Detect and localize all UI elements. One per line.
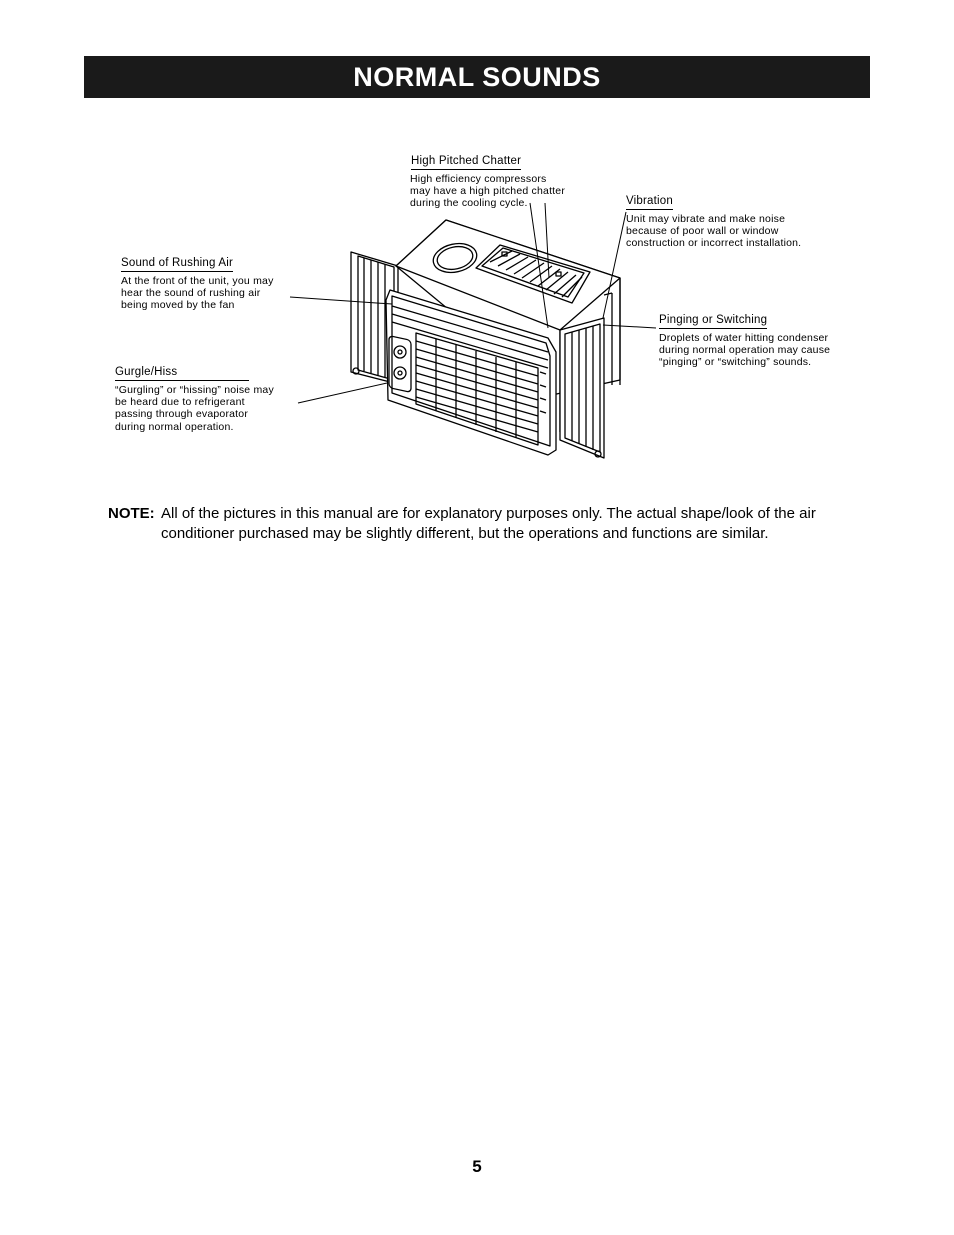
note-paragraph [108,504,848,543]
callout-heading: Pinging or Switching [659,313,767,329]
callout-rushing-air [121,256,274,312]
callout-body: At the front of the unit, you may hear the sound of rushing air being moved by the fan [121,275,274,312]
callout-vibration [626,194,801,250]
callout-heading: High Pitched Chatter [411,154,521,170]
note-text: All of the pictures in this manual are for explanatory purposes only. The actual shape/look of the air conditioner purchased may be slightly different, but the operations and functions are similar. [161,505,816,542]
page-number: 5 [472,1157,482,1176]
callout-body: “Gurgling” or “hissing” noise may be heard due to refrigerant passing through evaporator during normal operation. [115,384,274,433]
callout-heading: Sound of Rushing Air [121,256,233,272]
callout-heading: Vibration [626,194,673,210]
callout-high-pitched-chatter [411,154,565,210]
callout-body: High efficiency compressors may have a high pitched chatter during the cooling cycle. [410,173,566,210]
note-label: NOTE: [108,505,155,522]
callout-body: Droplets of water hitting condenser during normal operation may cause “pinging” or “switching” sounds. [659,332,831,369]
callout-gurgle-hiss [115,365,274,433]
callout-pinging-switching [659,313,830,369]
page-title: NORMAL SOUNDS [84,56,870,98]
callout-body: Unit may vibrate and make noise because of poor wall or window construction or incorrect installation. [626,213,802,250]
callout-heading: Gurgle/Hiss [115,365,249,381]
